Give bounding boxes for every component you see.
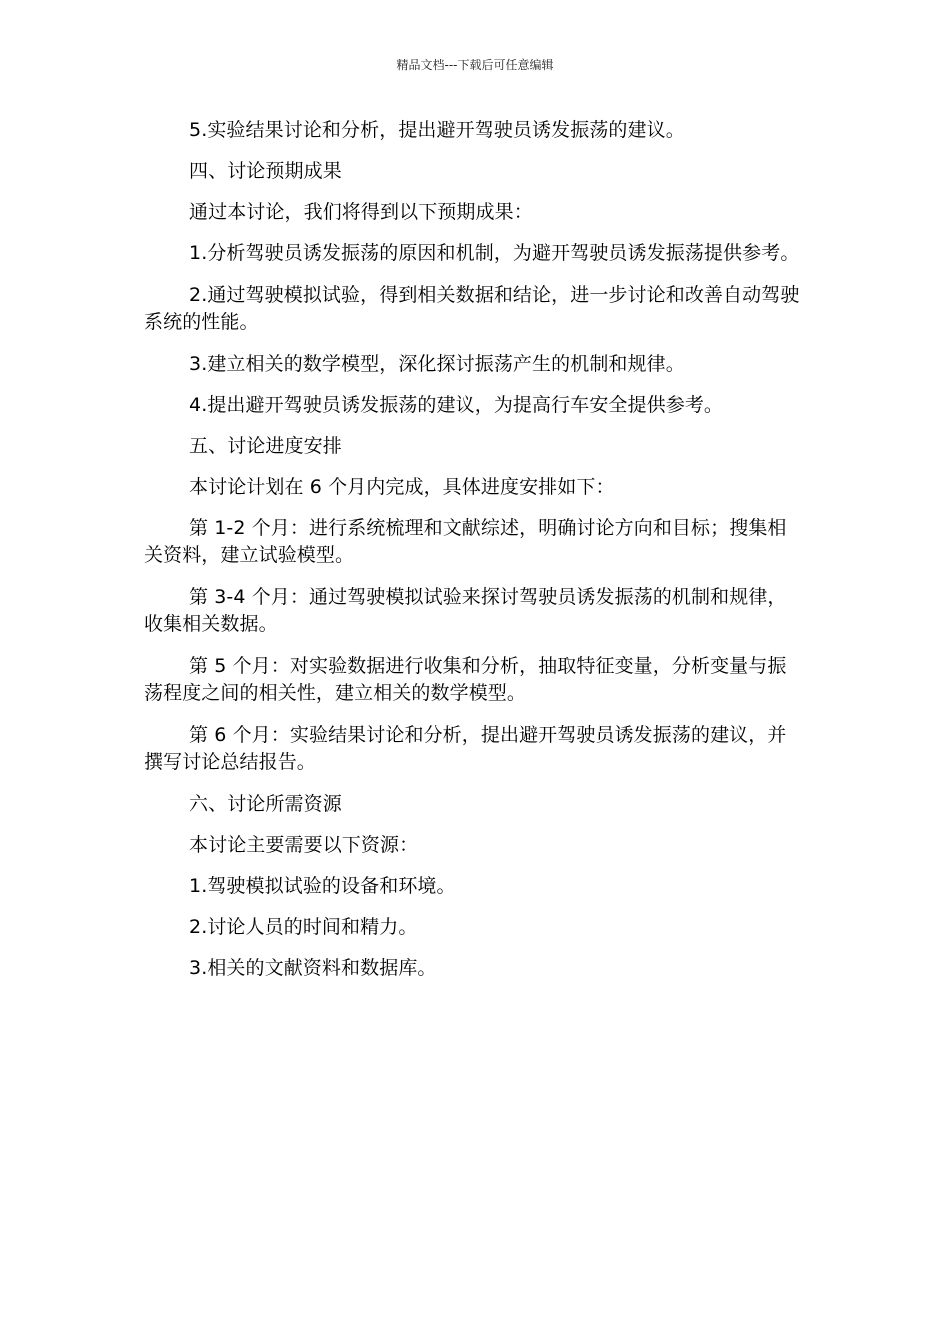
paragraph-resource-1: 1.驾驶模拟试验的设备和环境。 <box>189 875 456 897</box>
page-header: 精品文档---下载后可任意编辑 <box>396 58 554 72</box>
paragraph-schedule-month-3-4: 第 3-4 个月：通过驾驶模拟试验来探讨驾驶员诱发振荡的机制和规律，收集相关数据。 <box>144 586 787 635</box>
paragraph-resource-3: 3.相关的文献资料和数据库。 <box>189 957 437 979</box>
paragraph-schedule-month-1-2: 第 1-2 个月：进行系统梳理和文献综述，明确讨论方向和目标；搜集相关资料，建立试验模型。 <box>144 517 787 566</box>
paragraph-expected-1: 1.分析驾驶员诱发振荡的原因和机制，为避开驾驶员诱发振荡提供参考。 <box>189 242 800 264</box>
paragraph-expected-3: 3.建立相关的数学模型，深化探讨振荡产生的机制和规律。 <box>189 353 685 375</box>
section-heading-expected-results: 四、讨论预期成果 <box>189 160 342 182</box>
paragraph-resource-2: 2.讨论人员的时间和精力。 <box>189 916 418 938</box>
section-heading-schedule: 五、讨论进度安排 <box>189 435 342 457</box>
paragraph-expected-4: 4.提出避开驾驶员诱发振荡的建议，为提高行车安全提供参考。 <box>189 394 724 416</box>
paragraph-resources-intro: 本讨论主要需要以下资源： <box>189 834 419 856</box>
paragraph-result-discussion: 5.实验结果讨论和分析，提出避开驾驶员诱发振荡的建议。 <box>189 119 685 141</box>
paragraph-schedule-month-5: 第 5 个月：对实验数据进行收集和分析，抽取特征变量，分析变量与振荡程度之间的相关性，建立相关的数学模型。 <box>144 655 787 704</box>
paragraph-schedule-month-6: 第 6 个月：实验结果讨论和分析，提出避开驾驶员诱发振荡的建议，并撰写讨论总结报告。 <box>144 724 787 773</box>
paragraph-schedule-intro: 本讨论计划在 6 个月内完成，具体进度安排如下： <box>189 476 615 498</box>
document-body <box>144 117 804 996</box>
paragraph-expected-2: 2.通过驾驶模拟试验，得到相关数据和结论，进一步讨论和改善自动驾驶系统的性能。 <box>144 284 800 333</box>
paragraph-expected-intro: 通过本讨论，我们将得到以下预期成果： <box>189 201 533 223</box>
section-heading-resources: 六、讨论所需资源 <box>189 793 342 815</box>
